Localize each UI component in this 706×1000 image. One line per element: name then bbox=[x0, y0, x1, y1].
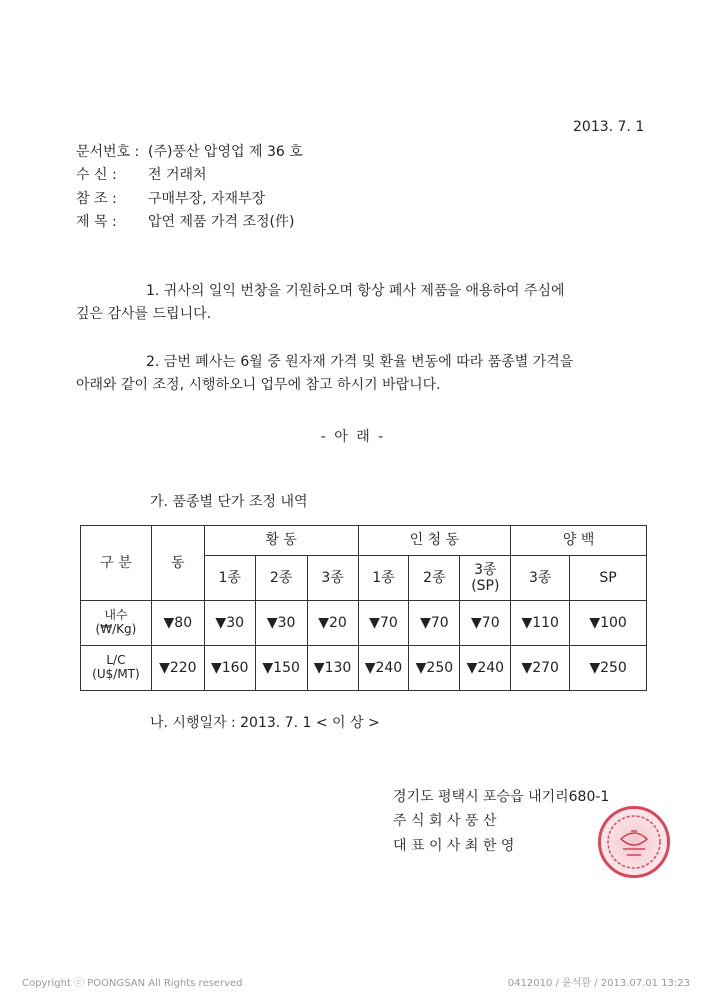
table-cell: ▼30 bbox=[255, 601, 307, 646]
sub-header: 3종 bbox=[511, 556, 570, 601]
table-cell: ▼30 bbox=[204, 601, 255, 646]
sub-header: 3종 (SP) bbox=[460, 556, 511, 601]
header-label: 참 조 : bbox=[76, 191, 117, 207]
table-cell: ▼100 bbox=[570, 601, 647, 646]
paragraph-1-line-2: 깊은 감사를 드립니다. bbox=[76, 306, 212, 322]
group-header-brass: 황 동 bbox=[204, 526, 358, 556]
header-subject bbox=[76, 211, 294, 231]
table-cell: ▼250 bbox=[409, 646, 460, 691]
section-b-effective-date: 나. 시행일자 : 2013. 7. 1 < 이 상 > bbox=[150, 715, 380, 731]
table-cell: ▼70 bbox=[409, 601, 460, 646]
table-cell: ▼250 bbox=[570, 646, 647, 691]
header-value: 구매부장, 자재부장 bbox=[148, 191, 266, 207]
table-cell: ▼240 bbox=[460, 646, 511, 691]
paragraph-2-line-1: 2. 금번 폐사는 6월 중 원자재 가격 및 환율 변동에 따라 품종별 가격을 bbox=[146, 354, 574, 370]
sub-header: 1종 bbox=[358, 556, 409, 601]
document-date: 2013. 7. 1 bbox=[573, 119, 645, 135]
footer-copyright: Copyright ⓒ POONGSAN All Rights reserved bbox=[22, 978, 243, 989]
ceo-name: 대 표 이 사 최 한 영 bbox=[393, 838, 515, 854]
table-cell: ▼110 bbox=[511, 601, 570, 646]
company-seal-stamp bbox=[598, 806, 670, 878]
table-cell: ▼70 bbox=[460, 601, 511, 646]
row-label: 내수 (₩/Kg) bbox=[81, 601, 152, 646]
table-cell: ▼150 bbox=[255, 646, 307, 691]
header-recipient bbox=[76, 164, 207, 184]
sub-header: SP bbox=[570, 556, 647, 601]
col-header-gubun: 구 분 bbox=[81, 526, 152, 601]
table-cell: ▼70 bbox=[358, 601, 409, 646]
group-header-nickel-silver: 양 백 bbox=[511, 526, 647, 556]
seal-ornament-icon bbox=[601, 809, 667, 875]
header-value: (주)풍산 압영업 제 36 호 bbox=[148, 144, 303, 160]
sub-header: 2종 bbox=[255, 556, 307, 601]
header-doc-number bbox=[76, 141, 303, 161]
table-cell: ▼20 bbox=[307, 601, 358, 646]
table-cell: ▼240 bbox=[358, 646, 409, 691]
col-header-copper: 동 bbox=[151, 526, 204, 601]
header-value: 압연 제품 가격 조정(件) bbox=[148, 214, 295, 230]
group-header-phosphor-bronze: 인 청 동 bbox=[358, 526, 511, 556]
table-cell: ▼160 bbox=[204, 646, 255, 691]
footer-print-info: 0412010 / 윤석환 / 2013.07.01 13:23 bbox=[507, 978, 690, 989]
header-reference bbox=[76, 188, 265, 208]
paragraph-2-line-2: 아래와 같이 조정, 시행하오니 업무에 참고 하시기 바랍니다. bbox=[76, 377, 441, 393]
sub-header: 2종 bbox=[409, 556, 460, 601]
sub-header: 1종 bbox=[204, 556, 255, 601]
section-a-title: 가. 품종별 단가 조정 내역 bbox=[150, 494, 308, 510]
row-label: L/C (U$/MT) bbox=[81, 646, 152, 691]
header-label: 문서번호 : bbox=[76, 144, 140, 160]
table-cell: ▼220 bbox=[151, 646, 204, 691]
table-row bbox=[81, 646, 647, 691]
note-heading: - 아 래 - bbox=[320, 429, 386, 445]
table-cell: ▼270 bbox=[511, 646, 570, 691]
price-adjustment-table bbox=[80, 525, 647, 691]
table-cell: ▼80 bbox=[151, 601, 204, 646]
company-name: 주 식 회 사 풍 산 bbox=[393, 813, 497, 829]
table-row bbox=[81, 601, 647, 646]
company-address: 경기도 평택시 포승읍 내기리680-1 bbox=[393, 789, 610, 805]
header-label: 수 신 : bbox=[76, 167, 117, 183]
header-label: 제 목 : bbox=[76, 214, 117, 230]
header-value: 전 거래처 bbox=[148, 167, 207, 183]
table-cell: ▼130 bbox=[307, 646, 358, 691]
sub-header: 3종 bbox=[307, 556, 358, 601]
paragraph-1-line-1: 1. 귀사의 일익 번창을 기원하오며 항상 폐사 제품을 애용하여 주심에 bbox=[146, 283, 565, 299]
